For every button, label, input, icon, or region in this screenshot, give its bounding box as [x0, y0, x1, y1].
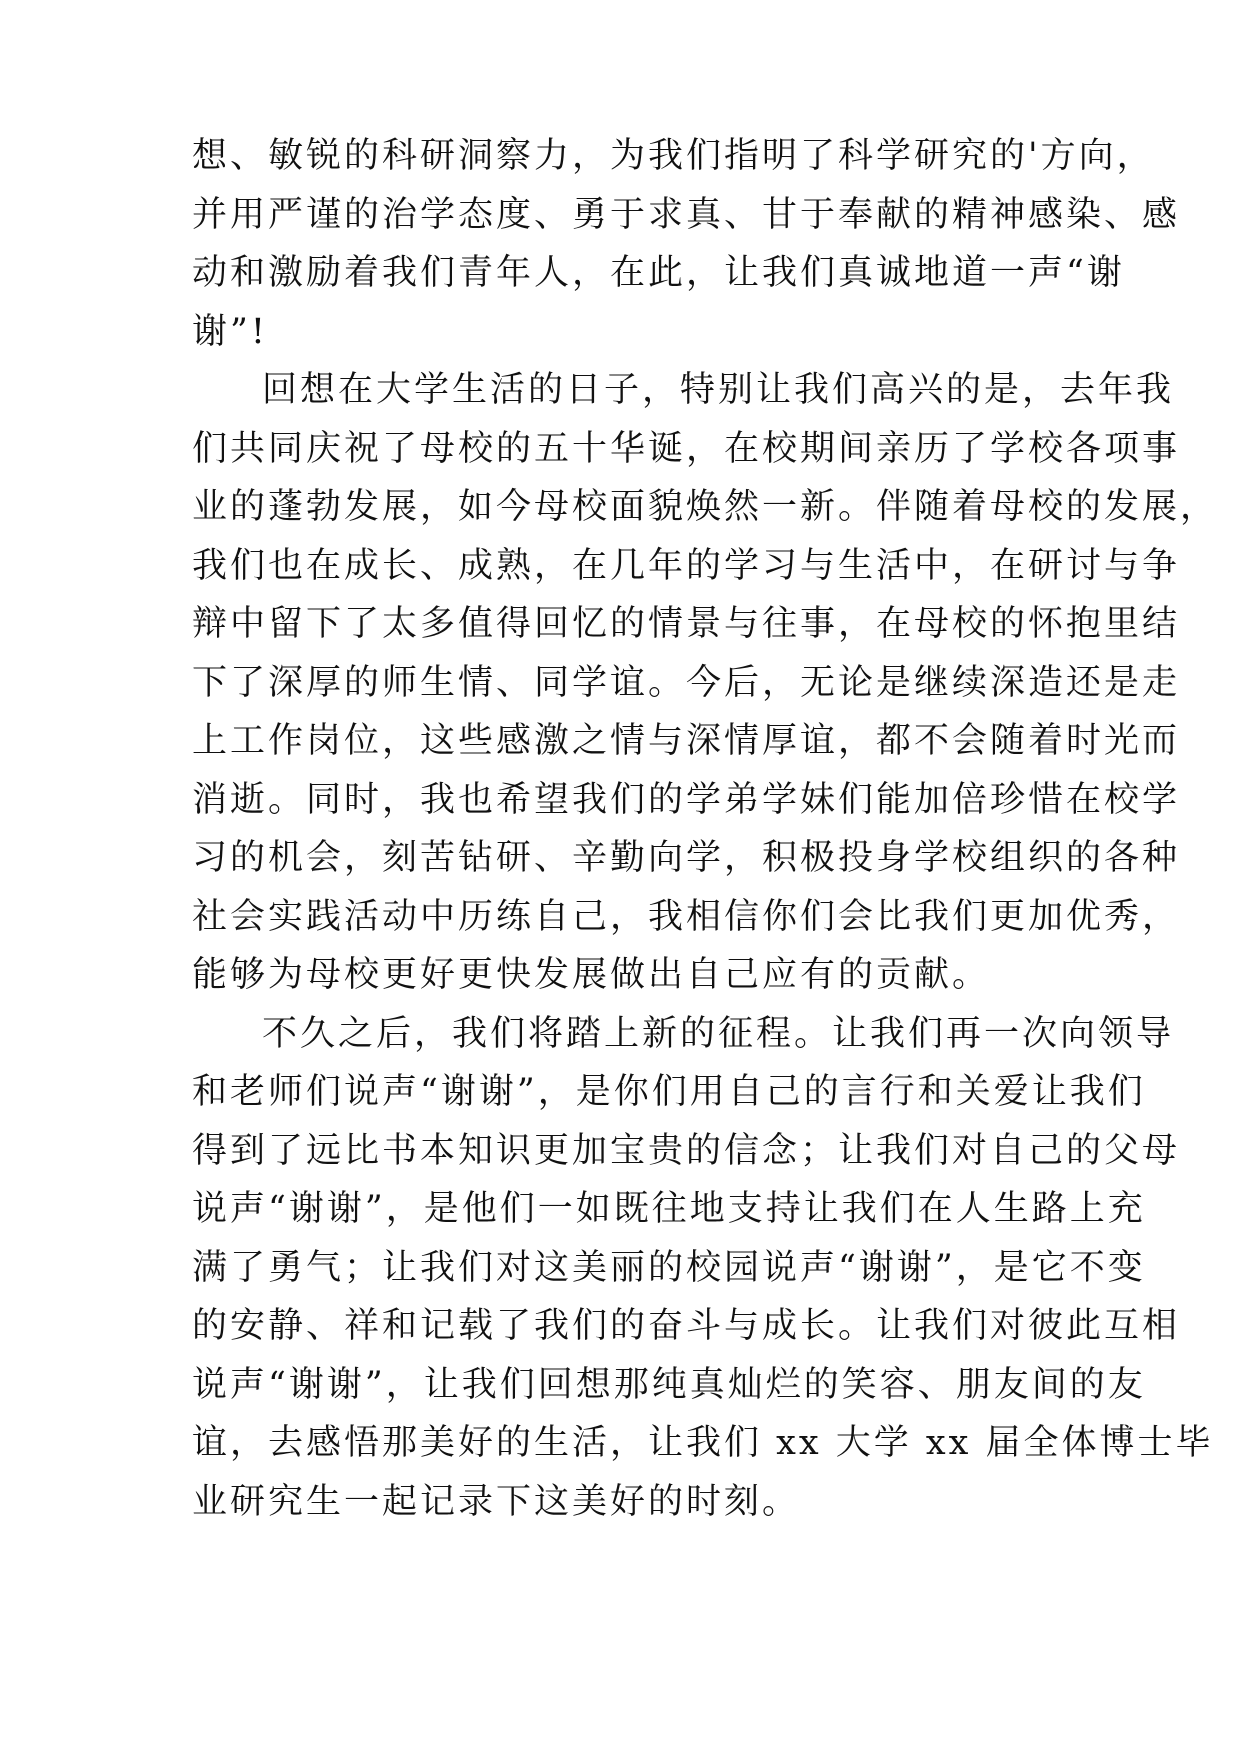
- text-line: 谊，去感悟那美好的生活，让我们 xx 大学 xx 届全体博士毕: [192, 1423, 1214, 1463]
- document-body: [192, 127, 1219, 1531]
- text-line: 谢”!: [192, 311, 268, 352]
- text-line: 们共同庆祝了母校的五十华诞，在校期间亲历了学校各项事: [192, 428, 1181, 469]
- text-line: 业的蓬勃发展，如今母校面貌焕然一新。伴随着母校的发展，: [192, 487, 1219, 527]
- text-line: 的安静、祥和记载了我们的奋斗与成长。让我们对彼此互相: [192, 1306, 1181, 1346]
- text-line: 我们也在成长、成熟，在几年的学习与生活中，在研讨与争: [192, 545, 1181, 586]
- text-line: 社会实践活动中历练自己，我相信你们会比我们更加优秀，: [192, 896, 1181, 937]
- text-line: 说声“谢谢”，让我们回想那纯真灿烂的笑容、朋友间的友: [192, 1364, 1146, 1405]
- text-line: 下了深厚的师生情、同学谊。今后，无论是继续深造还是走: [192, 662, 1181, 703]
- text-line: 动和激励着我们青年人，在此，让我们真诚地道一声“谢: [192, 253, 1125, 293]
- paragraph-2: [192, 361, 1219, 1005]
- text-line: 想、敏锐的科研洞察力，为我们指明了科学研究的'方向，: [192, 136, 1155, 176]
- paragraph-1: [192, 127, 1181, 361]
- paragraph-3: [192, 1005, 1214, 1532]
- text-line: 不久之后，我们将踏上新的征程。让我们再一次向领导: [262, 1013, 1175, 1054]
- text-line: 能够为母校更好更快发展做出自己应有的贡献。: [192, 955, 991, 995]
- text-line: 和老师们说声“谢谢”，是你们用自己的言行和关爱让我们: [192, 1072, 1146, 1112]
- text-line: 习的机会，刻苦钻研、辛勤向学，积极投身学校组织的各种: [192, 838, 1181, 878]
- text-line: 并用严谨的治学态度、勇于求真、甘于奉献的精神感染、感: [192, 194, 1181, 235]
- text-line: 消逝。同时，我也希望我们的学弟学妹们能加倍珍惜在校学: [192, 779, 1181, 820]
- text-line: 说声“谢谢”，是他们一如既往地支持让我们在人生路上充: [192, 1189, 1146, 1229]
- text-line: 满了勇气；让我们对这美丽的校园说声“谢谢”，是它不变: [192, 1247, 1146, 1288]
- text-line: 得到了远比书本知识更加宝贵的信念；让我们对自己的父母: [192, 1130, 1181, 1171]
- text-line: 回想在大学生活的日子，特别让我们高兴的是，去年我: [262, 370, 1175, 410]
- text-line: 上工作岗位，这些感激之情与深情厚谊，都不会随着时光而: [192, 721, 1181, 761]
- text-line: 业研究生一起记录下这美好的时刻。: [192, 1481, 801, 1522]
- text-line: 辩中留下了太多值得回忆的情景与往事，在母校的怀抱里结: [192, 604, 1181, 644]
